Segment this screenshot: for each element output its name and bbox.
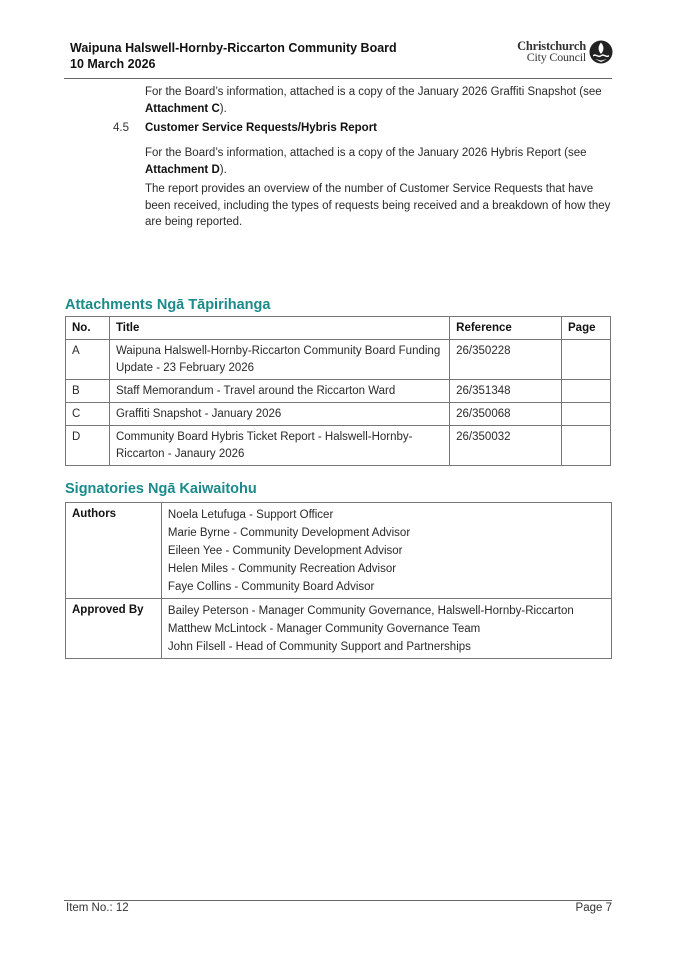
- approver-entry: John Filsell - Head of Community Support and Partnerships: [167, 641, 471, 653]
- author-entry: Helen Miles - Community Recreation Advisor: [167, 563, 397, 575]
- attachment-title: Community Board Hybris Ticket Report - Halswell-Hornby-Riccarton - Janaury 2026: [109, 426, 449, 466]
- logo-line-2: City Council: [526, 50, 586, 64]
- paragraph-overview: The report provides an overview of the number of Customer Service Requests that have been received, including the types of requests being received and a breakdown of how they are being reported.: [145, 183, 611, 228]
- authors-label: Authors: [66, 503, 162, 599]
- attachment-no: B: [66, 380, 110, 403]
- table-row: [66, 403, 611, 426]
- attachment-reference: 26/350068: [450, 403, 562, 426]
- attachment-reference: 26/350032: [450, 426, 562, 466]
- attachment-no: D: [66, 426, 110, 466]
- attachment-title: Graffiti Snapshot - January 2026: [109, 403, 449, 426]
- council-logo: [517, 40, 613, 64]
- authors-row: [66, 503, 612, 599]
- authors-list: [161, 503, 611, 599]
- paragraph-hybris: For the Board’s information, attached is a copy of the January 2026 Hybris Report (see Attachment D).: [145, 147, 587, 176]
- footer-page-number: Page 7: [575, 902, 612, 914]
- author-entry: Noela Letufuga - Support Officer: [167, 509, 334, 521]
- col-header-title: Title: [109, 317, 449, 340]
- col-header-no: No.: [66, 317, 110, 340]
- attachment-page: [562, 340, 611, 380]
- attachment-page: [562, 426, 611, 466]
- table-row: [66, 340, 611, 380]
- author-entry: Faye Collins - Community Board Advisor: [167, 581, 375, 593]
- item-number: 4.5: [113, 122, 129, 134]
- attachment-reference: 26/351348: [450, 380, 562, 403]
- attachments-heading: Attachments Ngā Tāpirihanga: [65, 297, 271, 313]
- footer-divider: [64, 900, 612, 901]
- board-title: Waipuna Halswell-Hornby-Riccarton Community Board: [70, 41, 397, 55]
- attachment-page: [562, 403, 611, 426]
- author-entry: Marie Byrne - Community Development Advisor: [167, 527, 411, 539]
- approved-label: Approved By: [66, 599, 162, 659]
- table-row: [66, 380, 611, 403]
- attachment-no: A: [66, 340, 110, 380]
- attachment-no: C: [66, 403, 110, 426]
- footer-item-number: Item No.: 12: [66, 902, 129, 914]
- attachment-d-ref: Attachment D: [145, 163, 220, 176]
- attachment-title: Staff Memorandum - Travel around the Riccarton Ward: [109, 380, 449, 403]
- attachment-c-ref: Attachment C: [145, 102, 220, 115]
- item-heading: Customer Service Requests/Hybris Report: [145, 122, 377, 134]
- logo-line-1: Christchurch: [517, 39, 586, 53]
- attachment-page: [562, 380, 611, 403]
- signatories-heading: Signatories Ngā Kaiwaitohu: [65, 481, 257, 497]
- author-entry: Eileen Yee - Community Development Advisor: [167, 545, 403, 557]
- approved-row: [66, 599, 612, 659]
- attachments-table: [65, 316, 611, 466]
- approved-list: [161, 599, 611, 659]
- col-header-reference: Reference: [450, 317, 562, 340]
- paragraph-graffiti: For the Board’s information, attached is a copy of the January 2026 Graffiti Snapshot (see Attachment C).: [145, 86, 602, 115]
- approver-entry: Bailey Peterson - Manager Community Governance, Halswell-Hornby-Riccarton: [167, 605, 574, 617]
- council-emblem-icon: [589, 40, 613, 64]
- meeting-date: 10 March 2026: [70, 57, 156, 71]
- attachment-title: Waipuna Halswell-Hornby-Riccarton Community Board Funding Update - 23 February 2026: [109, 340, 449, 380]
- attachment-reference: 26/350228: [450, 340, 562, 380]
- header-divider: [64, 78, 612, 79]
- page-header: [70, 40, 613, 78]
- col-header-page: Page: [562, 317, 611, 340]
- signatories-table: [65, 502, 612, 659]
- approver-entry: Matthew McLintock - Manager Community Governance Team: [167, 623, 481, 635]
- table-row: [66, 426, 611, 466]
- table-header-row: [66, 317, 611, 340]
